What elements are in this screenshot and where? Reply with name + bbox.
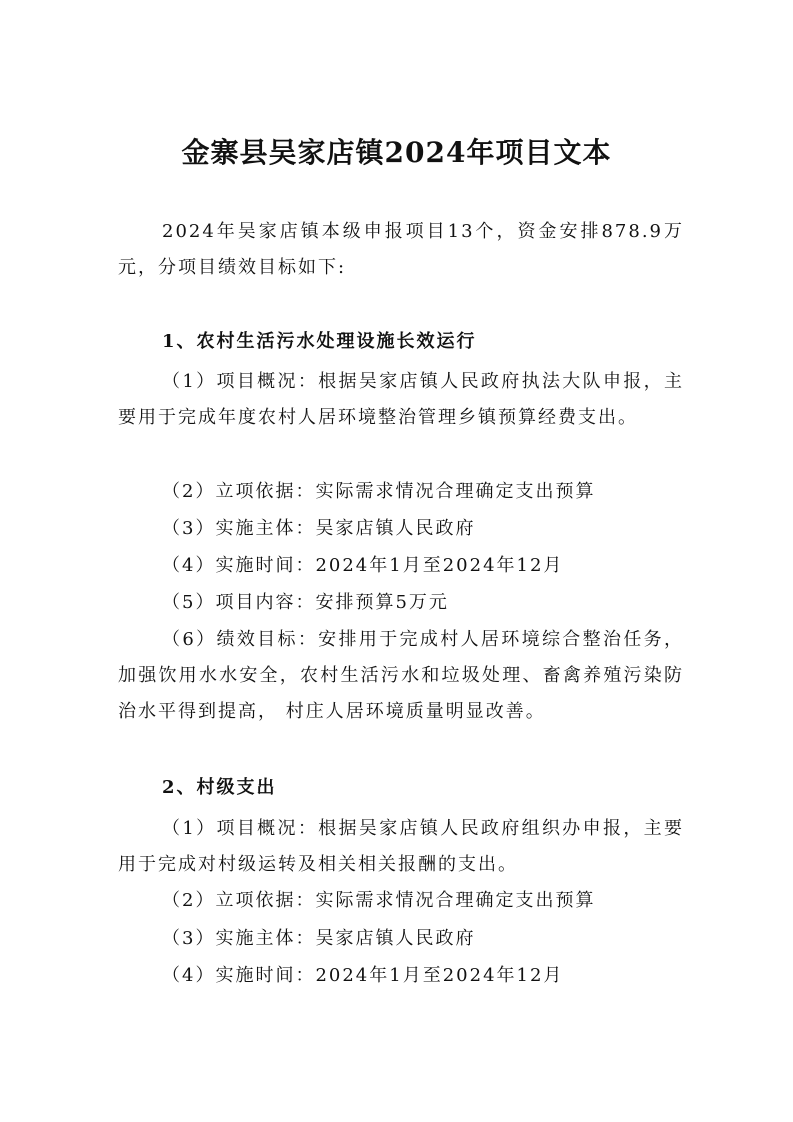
section-2-item-2: （2）立项依据：实际需求情况合理确定支出预算 [162,890,596,911]
intro-paragraph: 2024年吴家店镇本级申报项目13个，资金安排878.9万元，分项目绩效目标如下: [118,221,684,278]
document-title: 金寨县吴家店镇2024年项目文本 [181,136,612,169]
section-1-item-1: （1）项目概况：根据吴家店镇人民政府执法大队申报，主要用于完成年度农村人居环境整治管理乡镇预算经费支出。 [118,371,684,428]
section-2-item-1: （1）项目概况：根据吴家店镇人民政府组织办申报，主要用于完成对村级运转及相关相关报酬的支出。 [118,818,684,875]
section-1-item-2: （2）立项依据：实际需求情况合理确定支出预算 [162,481,596,502]
section-1-heading: 1、农村生活污水处理设施长效运行 [162,331,477,352]
section-2-heading: 2、村级支出 [162,777,277,798]
section-1-item-4: （4）实施时间：2024年1月至2024年12月 [162,555,564,576]
section-1-item-5: （5）项目内容：安排预算5万元 [162,592,449,613]
section-2-item-4: （4）实施时间：2024年1月至2024年12月 [162,965,564,986]
section-2-item-3: （3）实施主体：吴家店镇人民政府 [162,928,476,949]
section-1-item-6: （6）绩效目标：安排用于完成村人居环境综合整治任务，加强饮用水水安全，农村生活污水和垃圾处理、畜禽养殖污染防治水平得到提高， 村庄人居环境质量明显改善。 [118,629,684,722]
section-1-item-3: （3）实施主体：吴家店镇人民政府 [162,518,476,539]
